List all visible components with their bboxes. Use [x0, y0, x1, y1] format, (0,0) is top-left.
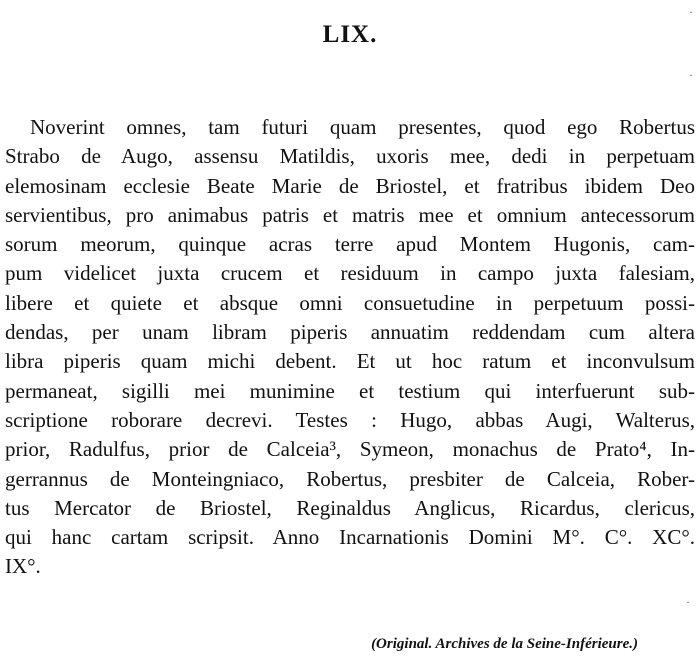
text-line: permaneat, sigilli mei munimine et testium qui interfuerunt sub-: [5, 378, 695, 403]
text-line: sorum meorum, quinque acras terre apud Montem Hugonis, cam-: [5, 232, 695, 257]
scan-speck: ·: [689, 5, 693, 19]
text-line: pum videlicet juxta crucem et residuum in campo juxta falesiam,: [5, 261, 695, 286]
charter-number-heading: LIX.: [322, 21, 378, 48]
text-line: qui hanc cartam scripsit. Anno Incarnationis Domini M°. C°. XC°.: [5, 525, 695, 550]
text-line: tus Mercator de Briostel, Reginaldus Anglicus, Ricardus, clericus,: [5, 495, 695, 520]
charter-text: [5, 113, 695, 582]
text-line: servientibus, pro animabus patris et matris mee et omnium antecessorum: [5, 202, 695, 227]
text-line: Strabo de Augo, assensu Matildis, uxoris mee, dedi in perpetuam: [5, 144, 695, 169]
text-line: libere et quiete et absque omni consuetudine in perpetuum possi-: [5, 290, 695, 315]
scan-speck: ·: [689, 68, 693, 82]
text-line: prior, Radulfus, prior de Calceia³, Symeon, monachus de Prato⁴, In-: [5, 437, 695, 462]
text-line: dendas, per unam libram piperis annuatim reddendam cum altera: [5, 320, 695, 345]
text-line: IX°.: [5, 554, 41, 579]
source-note: (Original. Archives de la Seine-Inférieure.): [371, 636, 638, 652]
text-line: elemosinam ecclesie Beate Marie de Briostel, et fratribus ibidem Deo: [5, 173, 695, 198]
text-line: scriptione roborare decrevi. Testes : Hugo, abbas Augi, Walterus,: [5, 407, 695, 432]
text-line: gerrannus de Monteingniaco, Robertus, presbiter de Calceia, Rober-: [5, 466, 695, 491]
text-line: Noverint omnes, tam futuri quam presentes, quod ego Robertus: [30, 115, 695, 139]
scan-speck: ·: [686, 595, 690, 609]
text-line: libra piperis quam michi debent. Et ut hoc ratum et inconvulsum: [5, 349, 695, 374]
